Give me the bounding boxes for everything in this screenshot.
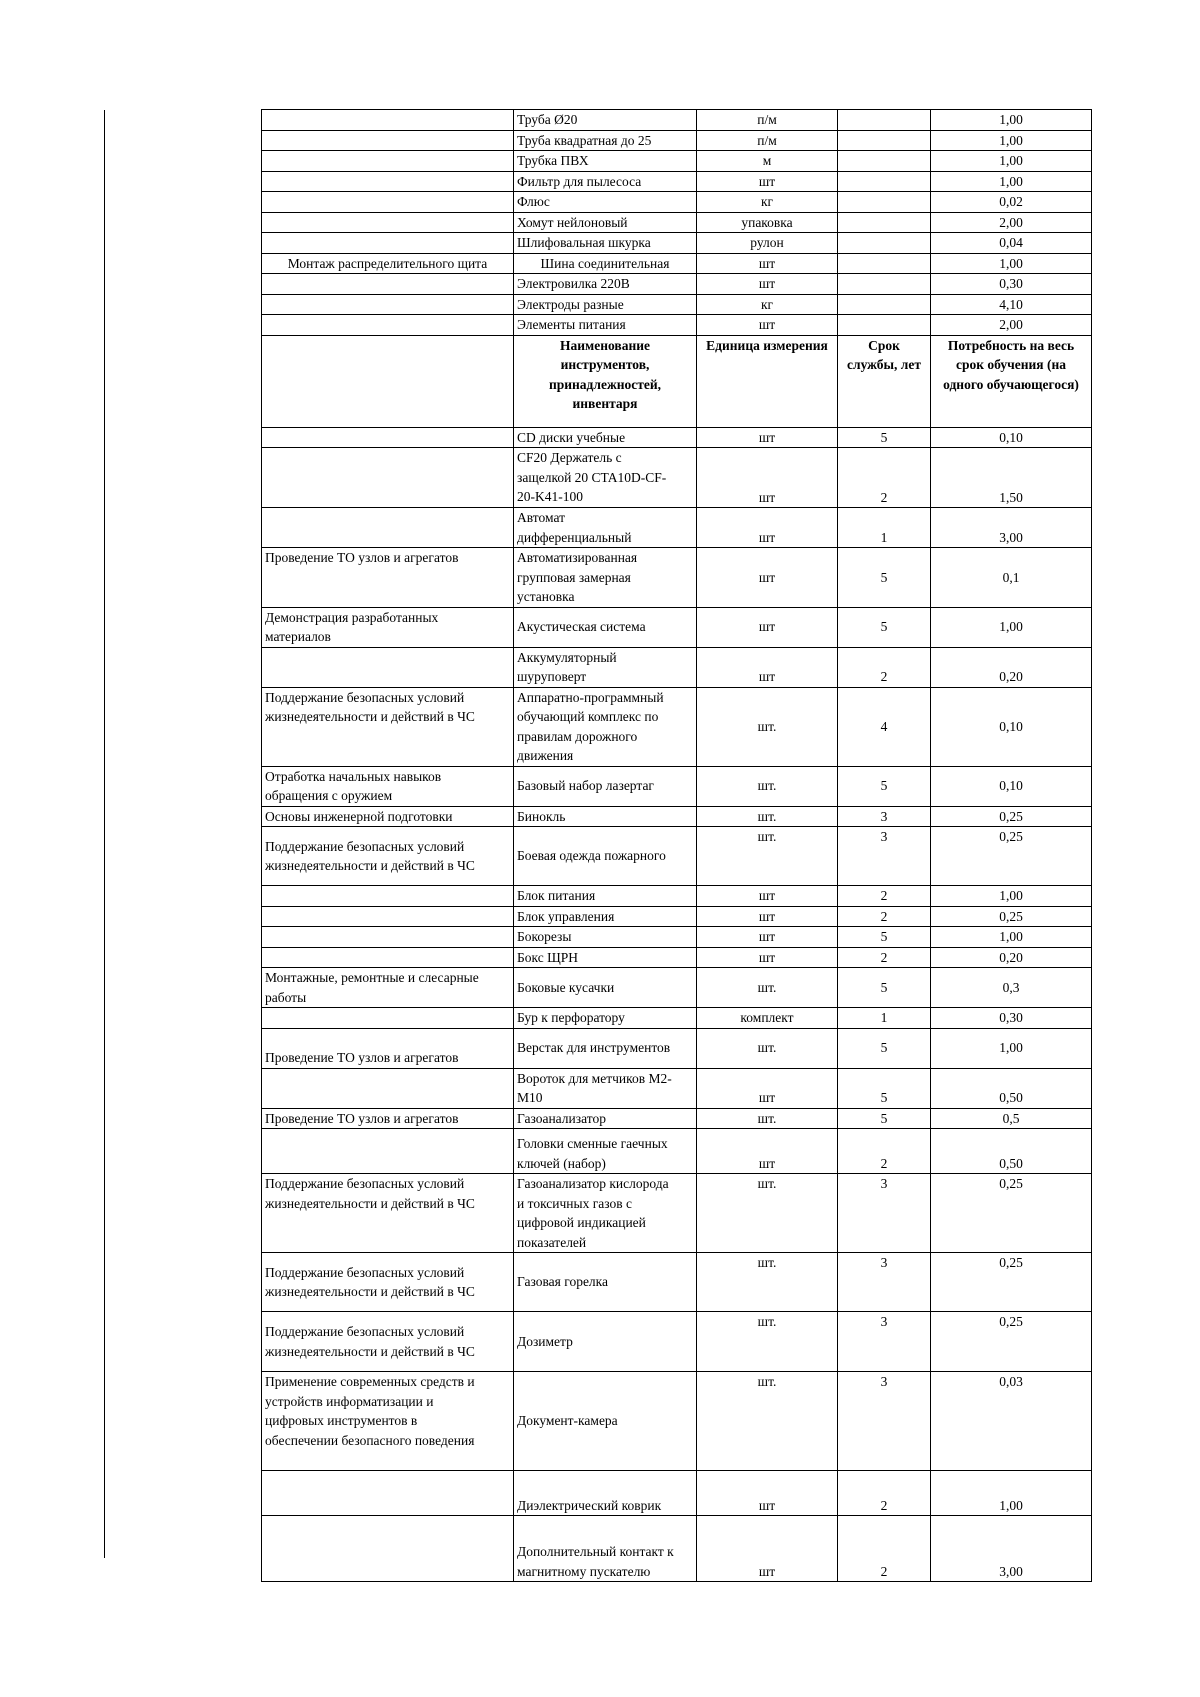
unit-cell: шт bbox=[697, 508, 838, 548]
table-row bbox=[262, 294, 1092, 315]
activity-cell bbox=[262, 886, 514, 907]
unit-cell: шт bbox=[697, 1516, 838, 1582]
item-name-cell: Шлифовальная шкурка bbox=[514, 233, 697, 254]
life-cell: 1 bbox=[838, 508, 931, 548]
table-row bbox=[262, 274, 1092, 295]
unit-cell: шт. bbox=[697, 766, 838, 806]
need-cell: 0,02 bbox=[931, 192, 1092, 213]
need-cell: 0,20 bbox=[931, 647, 1092, 687]
item-name-cell: Электроды разные bbox=[514, 294, 697, 315]
activity-cell bbox=[262, 927, 514, 948]
table-row bbox=[262, 647, 1092, 687]
unit-cell: шт bbox=[697, 1068, 838, 1108]
life-cell: 3 bbox=[838, 827, 931, 886]
life-cell bbox=[838, 110, 931, 131]
item-name-cell: Флюс bbox=[514, 192, 697, 213]
item-name-cell: Фильтр для пылесоса bbox=[514, 171, 697, 192]
unit-cell: шт bbox=[697, 1471, 838, 1516]
activity-cell bbox=[262, 1471, 514, 1516]
activity-header-cell bbox=[262, 335, 514, 427]
table-row bbox=[262, 1108, 1092, 1129]
unit-cell: шт bbox=[697, 607, 838, 647]
activity-cell bbox=[262, 151, 514, 172]
need-cell: 0,25 bbox=[931, 1312, 1092, 1372]
unit-cell: шт. bbox=[697, 1312, 838, 1372]
table-row bbox=[262, 315, 1092, 336]
item-name-cell: Верстак для инструментов bbox=[514, 1028, 697, 1068]
life-cell: 3 bbox=[838, 1253, 931, 1312]
life-cell: 5 bbox=[838, 766, 931, 806]
table-row bbox=[262, 1471, 1092, 1516]
item-name-cell: Боевая одежда пожарного bbox=[514, 827, 697, 886]
name-header: Наименование инструментов, принадлежностей, инвентаря bbox=[514, 335, 697, 427]
left-margin-line bbox=[104, 110, 105, 1558]
table-row bbox=[262, 508, 1092, 548]
need-cell: 1,00 bbox=[931, 110, 1092, 131]
item-name-cell: CD диски учебные bbox=[514, 427, 697, 448]
need-cell: 2,00 bbox=[931, 212, 1092, 233]
table-row bbox=[262, 233, 1092, 254]
table-row bbox=[262, 968, 1092, 1008]
unit-cell: шт bbox=[697, 253, 838, 274]
need-cell: 1,00 bbox=[931, 607, 1092, 647]
item-name-cell: Боковые кусачки bbox=[514, 968, 697, 1008]
life-cell bbox=[838, 130, 931, 151]
activity-cell bbox=[262, 448, 514, 508]
need-cell: 0,10 bbox=[931, 427, 1092, 448]
item-name-cell: Блок питания bbox=[514, 886, 697, 907]
item-name-cell: Газоанализатор bbox=[514, 1108, 697, 1129]
activity-cell bbox=[262, 233, 514, 254]
life-cell bbox=[838, 294, 931, 315]
need-cell: 0,30 bbox=[931, 274, 1092, 295]
item-name-cell: Бокорезы bbox=[514, 927, 697, 948]
activity-cell bbox=[262, 171, 514, 192]
need-cell: 2,00 bbox=[931, 315, 1092, 336]
item-name-cell: Труба Ø20 bbox=[514, 110, 697, 131]
item-name-cell: Бур к перфоратору bbox=[514, 1008, 697, 1029]
life-cell bbox=[838, 212, 931, 233]
item-name-cell: Головки сменные гаечных ключей (набор) bbox=[514, 1129, 697, 1174]
item-name-cell: Базовый набор лазертаг bbox=[514, 766, 697, 806]
unit-cell: шт bbox=[697, 886, 838, 907]
unit-cell: шт bbox=[697, 427, 838, 448]
life-cell: 2 bbox=[838, 1471, 931, 1516]
table-row bbox=[262, 1174, 1092, 1253]
life-cell bbox=[838, 315, 931, 336]
table-row bbox=[262, 1008, 1092, 1029]
item-name-cell: Блок управления bbox=[514, 906, 697, 927]
item-name-cell: Аппаратно-программный обучающий комплекс по правилам дорожного движения bbox=[514, 687, 697, 766]
life-cell: 5 bbox=[838, 607, 931, 647]
need-cell: 3,00 bbox=[931, 1516, 1092, 1582]
unit-cell: шт. bbox=[697, 1028, 838, 1068]
life-cell bbox=[838, 192, 931, 213]
activity-cell: Основы инженерной подготовки bbox=[262, 806, 514, 827]
life-cell: 2 bbox=[838, 1516, 931, 1582]
need-cell: 1,00 bbox=[931, 151, 1092, 172]
unit-cell: шт bbox=[697, 548, 838, 608]
table-row bbox=[262, 192, 1092, 213]
need-cell: 1,00 bbox=[931, 1028, 1092, 1068]
need-cell: 0,25 bbox=[931, 1253, 1092, 1312]
unit-cell: шт. bbox=[697, 806, 838, 827]
need-cell: 0,5 bbox=[931, 1108, 1092, 1129]
need-cell: 0,10 bbox=[931, 687, 1092, 766]
item-name-cell: Дозиметр bbox=[514, 1312, 697, 1372]
need-cell: 1,00 bbox=[931, 171, 1092, 192]
need-cell: 0,1 bbox=[931, 548, 1092, 608]
life-cell: 4 bbox=[838, 687, 931, 766]
table-row bbox=[262, 427, 1092, 448]
activity-cell: Монтаж распределительного щита bbox=[262, 253, 514, 274]
life-cell: 5 bbox=[838, 1108, 931, 1129]
need-cell: 0,30 bbox=[931, 1008, 1092, 1029]
unit-cell: п/м bbox=[697, 130, 838, 151]
activity-cell bbox=[262, 647, 514, 687]
item-name-cell: Электровилка 220В bbox=[514, 274, 697, 295]
table-row bbox=[262, 1068, 1092, 1108]
life-cell: 3 bbox=[838, 1372, 931, 1471]
unit-cell: шт. bbox=[697, 1174, 838, 1253]
life-cell: 3 bbox=[838, 1312, 931, 1372]
activity-cell bbox=[262, 508, 514, 548]
table-header-row bbox=[262, 335, 1092, 427]
unit-cell: м bbox=[697, 151, 838, 172]
item-name-cell: Трубка ПВХ bbox=[514, 151, 697, 172]
unit-cell: шт bbox=[697, 1129, 838, 1174]
table-row bbox=[262, 212, 1092, 233]
unit-cell: шт. bbox=[697, 687, 838, 766]
unit-cell: комплект bbox=[697, 1008, 838, 1029]
table-row bbox=[262, 806, 1092, 827]
item-name-cell: Автомат дифференциальный bbox=[514, 508, 697, 548]
activity-cell: Поддержание безопасных условий жизнедеятельности и действий в ЧС bbox=[262, 827, 514, 886]
table-row bbox=[262, 687, 1092, 766]
unit-cell: упаковка bbox=[697, 212, 838, 233]
unit-cell: шт. bbox=[697, 1108, 838, 1129]
table-row bbox=[262, 1129, 1092, 1174]
table-row bbox=[262, 448, 1092, 508]
unit-cell: шт bbox=[697, 947, 838, 968]
item-name-cell: Акустическая система bbox=[514, 607, 697, 647]
activity-cell: Проведение ТО узлов и агрегатов bbox=[262, 548, 514, 608]
life-cell: 5 bbox=[838, 427, 931, 448]
activity-cell bbox=[262, 315, 514, 336]
life-cell: 5 bbox=[838, 1068, 931, 1108]
item-name-cell: CF20 Держатель с защелкой 20 CTA10D-CF- 20-K41-100 bbox=[514, 448, 697, 508]
table-row bbox=[262, 906, 1092, 927]
item-name-cell: Аккумуляторный шуруповерт bbox=[514, 647, 697, 687]
need-cell: 1,00 bbox=[931, 927, 1092, 948]
activity-cell: Проведение ТО узлов и агрегатов bbox=[262, 1028, 514, 1068]
unit-cell: кг bbox=[697, 294, 838, 315]
unit-cell: шт. bbox=[697, 827, 838, 886]
activity-cell bbox=[262, 274, 514, 295]
need-cell: 0,50 bbox=[931, 1068, 1092, 1108]
life-cell bbox=[838, 171, 931, 192]
life-cell bbox=[838, 151, 931, 172]
life-cell bbox=[838, 274, 931, 295]
table-row bbox=[262, 253, 1092, 274]
activity-cell bbox=[262, 427, 514, 448]
unit-cell: шт. bbox=[697, 968, 838, 1008]
table-row bbox=[262, 827, 1092, 886]
table-row bbox=[262, 1312, 1092, 1372]
table-row bbox=[262, 1253, 1092, 1312]
need-cell: 4,10 bbox=[931, 294, 1092, 315]
activity-cell: Проведение ТО узлов и агрегатов bbox=[262, 1108, 514, 1129]
need-cell: 0,20 bbox=[931, 947, 1092, 968]
activity-cell bbox=[262, 192, 514, 213]
unit-cell: шт bbox=[697, 171, 838, 192]
activity-cell: Поддержание безопасных условий жизнедеятельности и действий в ЧС bbox=[262, 1312, 514, 1372]
table-row bbox=[262, 947, 1092, 968]
need-cell: 1,50 bbox=[931, 448, 1092, 508]
life-cell bbox=[838, 253, 931, 274]
unit-cell: шт. bbox=[697, 1372, 838, 1471]
table-row bbox=[262, 548, 1092, 608]
activity-cell bbox=[262, 130, 514, 151]
life-cell bbox=[838, 233, 931, 254]
activity-cell: Поддержание безопасных условий жизнедеятельности и действий в ЧС bbox=[262, 687, 514, 766]
unit-cell: п/м bbox=[697, 110, 838, 131]
life-cell: 3 bbox=[838, 1174, 931, 1253]
life-cell: 3 bbox=[838, 806, 931, 827]
activity-cell: Поддержание безопасных условий жизнедеятельности и действий в ЧС bbox=[262, 1174, 514, 1253]
activity-cell: Применение современных средств и устройств информатизации и цифровых инструментов в обеспечении безопасного поведения bbox=[262, 1372, 514, 1471]
life-cell: 5 bbox=[838, 968, 931, 1008]
life-cell: 2 bbox=[838, 906, 931, 927]
unit-cell: шт bbox=[697, 315, 838, 336]
life-cell: 2 bbox=[838, 647, 931, 687]
item-name-cell: Элементы питания bbox=[514, 315, 697, 336]
table-row bbox=[262, 1516, 1092, 1582]
life-cell: 5 bbox=[838, 1028, 931, 1068]
table-row bbox=[262, 171, 1092, 192]
item-name-cell: Бокс ЩРН bbox=[514, 947, 697, 968]
need-cell: 1,00 bbox=[931, 130, 1092, 151]
unit-cell: шт bbox=[697, 448, 838, 508]
life-cell: 2 bbox=[838, 1129, 931, 1174]
table-row bbox=[262, 927, 1092, 948]
need-cell: 0,3 bbox=[931, 968, 1092, 1008]
need-cell: 0,25 bbox=[931, 1174, 1092, 1253]
table-row bbox=[262, 766, 1092, 806]
need-cell: 0,03 bbox=[931, 1372, 1092, 1471]
activity-cell: Демонстрация разработанных материалов bbox=[262, 607, 514, 647]
item-name-cell: Шина соединительная bbox=[514, 253, 697, 274]
unit-cell: шт bbox=[697, 927, 838, 948]
item-name-cell: Газоанализатор кислорода и токсичных газов с цифровой индикацией показателей bbox=[514, 1174, 697, 1253]
need-header: Потребность на весь срок обучения (на одного обучающегося) bbox=[931, 335, 1092, 427]
item-name-cell: Дополнительный контакт к магнитному пускателю bbox=[514, 1516, 697, 1582]
item-name-cell: Документ-камера bbox=[514, 1372, 697, 1471]
need-cell: 1,00 bbox=[931, 1471, 1092, 1516]
unit-cell: шт. bbox=[697, 1253, 838, 1312]
table-row bbox=[262, 130, 1092, 151]
need-cell: 0,25 bbox=[931, 906, 1092, 927]
unit-header: Единица измерения bbox=[697, 335, 838, 427]
life-cell: 1 bbox=[838, 1008, 931, 1029]
activity-cell bbox=[262, 906, 514, 927]
equipment-table bbox=[261, 109, 1092, 1582]
item-name-cell: Бинокль bbox=[514, 806, 697, 827]
need-cell: 0,25 bbox=[931, 827, 1092, 886]
item-name-cell: Диэлектрический коврик bbox=[514, 1471, 697, 1516]
item-name-cell: Труба квадратная до 25 bbox=[514, 130, 697, 151]
item-name-cell: Газовая горелка bbox=[514, 1253, 697, 1312]
unit-cell: шт bbox=[697, 647, 838, 687]
table-row bbox=[262, 886, 1092, 907]
need-cell: 1,00 bbox=[931, 886, 1092, 907]
unit-cell: кг bbox=[697, 192, 838, 213]
need-cell: 3,00 bbox=[931, 508, 1092, 548]
life-cell: 5 bbox=[838, 548, 931, 608]
need-cell: 0,50 bbox=[931, 1129, 1092, 1174]
activity-cell bbox=[262, 947, 514, 968]
need-cell: 0,10 bbox=[931, 766, 1092, 806]
activity-cell: Отработка начальных навыков обращения с оружием bbox=[262, 766, 514, 806]
life-cell: 2 bbox=[838, 947, 931, 968]
activity-cell bbox=[262, 212, 514, 233]
unit-cell: шт bbox=[697, 906, 838, 927]
activity-cell bbox=[262, 110, 514, 131]
life-cell: 2 bbox=[838, 886, 931, 907]
life-cell: 2 bbox=[838, 448, 931, 508]
activity-cell bbox=[262, 1068, 514, 1108]
activity-cell bbox=[262, 1129, 514, 1174]
table-row bbox=[262, 110, 1092, 131]
table-row bbox=[262, 1372, 1092, 1471]
life-header: Срок службы, лет bbox=[838, 335, 931, 427]
unit-cell: шт bbox=[697, 274, 838, 295]
item-name-cell: Хомут нейлоновый bbox=[514, 212, 697, 233]
table-row bbox=[262, 1028, 1092, 1068]
need-cell: 1,00 bbox=[931, 253, 1092, 274]
item-name-cell: Автоматизированная групповая замерная установка bbox=[514, 548, 697, 608]
activity-cell bbox=[262, 294, 514, 315]
table-row bbox=[262, 151, 1092, 172]
activity-cell bbox=[262, 1008, 514, 1029]
activity-cell bbox=[262, 1516, 514, 1582]
activity-cell: Монтажные, ремонтные и слесарные работы bbox=[262, 968, 514, 1008]
table-row bbox=[262, 607, 1092, 647]
life-cell: 5 bbox=[838, 927, 931, 948]
need-cell: 0,04 bbox=[931, 233, 1092, 254]
unit-cell: рулон bbox=[697, 233, 838, 254]
activity-cell: Поддержание безопасных условий жизнедеятельности и действий в ЧС bbox=[262, 1253, 514, 1312]
item-name-cell: Вороток для метчиков M2- M10 bbox=[514, 1068, 697, 1108]
need-cell: 0,25 bbox=[931, 806, 1092, 827]
